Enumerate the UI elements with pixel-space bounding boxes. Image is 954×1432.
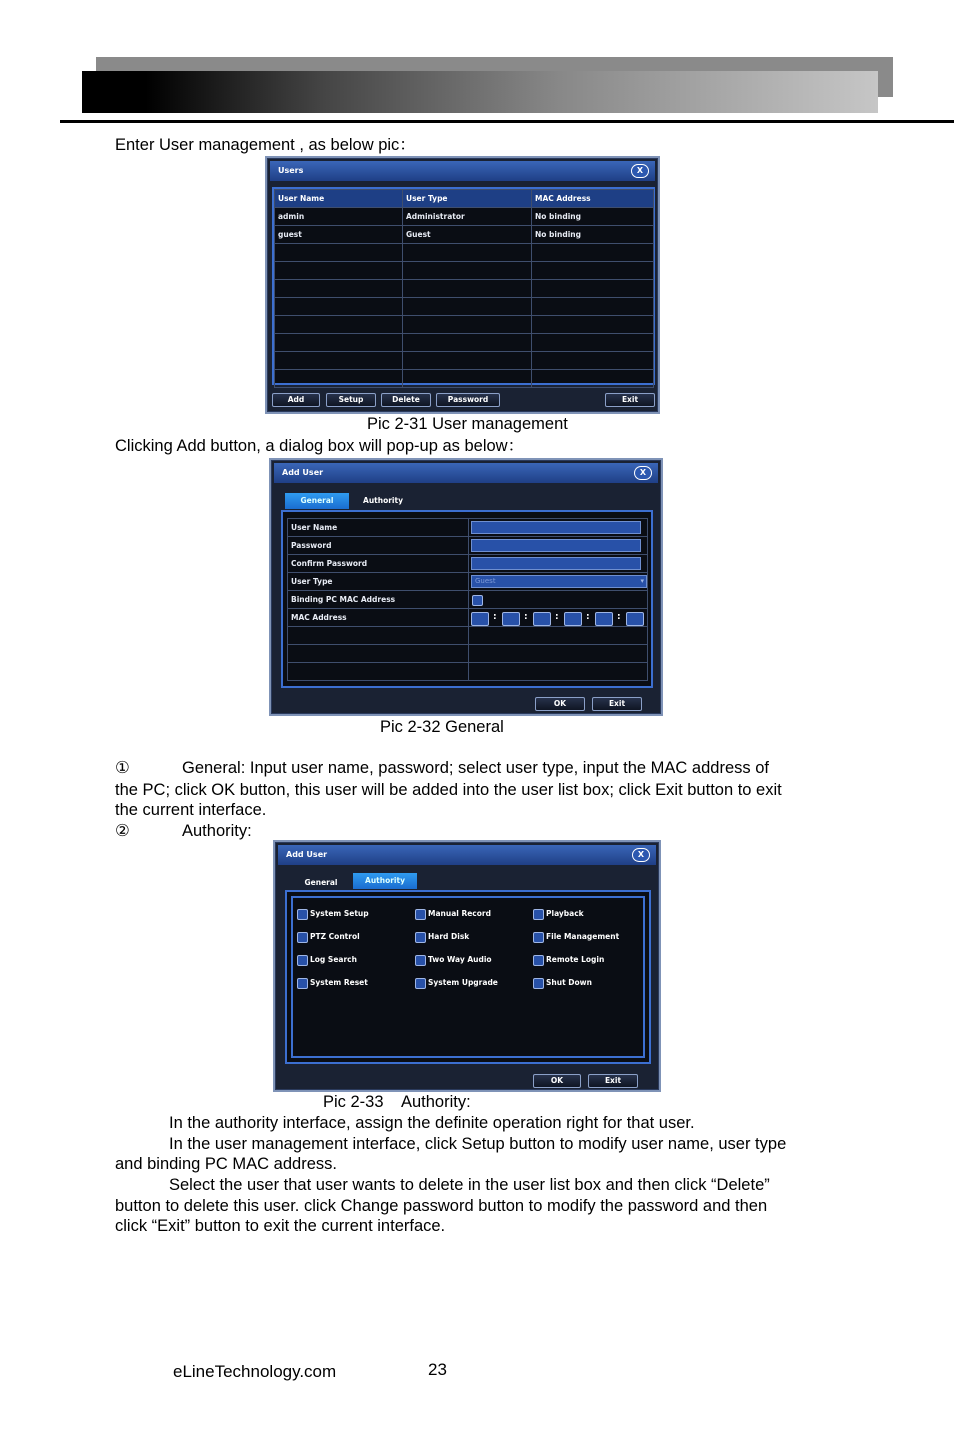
permission-checkbox[interactable] <box>297 955 308 966</box>
empty-cell <box>403 370 532 388</box>
mac-octet-input[interactable] <box>626 612 644 626</box>
mac-address-cell: No binding <box>532 208 654 226</box>
mac-address-label: MAC Address <box>288 609 469 627</box>
form-row <box>288 663 648 681</box>
empty-cell <box>275 262 403 280</box>
user-type-cell: Administrator <box>403 208 532 226</box>
users-titlebar <box>270 161 655 181</box>
mac-separator: : <box>493 612 497 622</box>
empty-cell <box>275 298 403 316</box>
column-header: User Name <box>275 190 403 208</box>
permission-label: System Reset <box>310 978 368 987</box>
form-row <box>288 591 648 609</box>
empty-cell <box>275 280 403 298</box>
column-header: MAC Address <box>532 190 654 208</box>
paragraph-setup-line1: In the user management interface, click Setup button to modify user name, user type <box>169 1135 787 1153</box>
table-row[interactable] <box>275 262 654 280</box>
permission-system-upgrade[interactable] <box>415 977 498 989</box>
permission-system-setup[interactable] <box>297 908 369 920</box>
exit-button[interactable]: Exit <box>605 393 655 407</box>
permission-label: System Setup <box>310 909 369 918</box>
header-band-gradient <box>82 71 878 113</box>
delete-button[interactable]: Delete <box>381 393 431 407</box>
user-name-label: User Name <box>288 519 469 537</box>
users-table-header <box>275 190 654 208</box>
tab-general[interactable]: General <box>285 493 349 509</box>
item1-marker: ① <box>115 759 130 777</box>
permission-checkbox[interactable] <box>297 909 308 920</box>
exit-button[interactable]: Exit <box>588 1074 638 1088</box>
exit-button[interactable]: Exit <box>592 697 642 711</box>
table-row[interactable] <box>275 280 654 298</box>
permission-system-reset[interactable] <box>297 977 368 989</box>
table-row[interactable] <box>275 370 654 388</box>
user-name-input[interactable] <box>471 521 641 534</box>
table-row[interactable] <box>275 316 654 334</box>
password-label: Password <box>288 537 469 555</box>
caption-pic-2-32: Pic 2-32 General <box>380 718 504 736</box>
users-table <box>274 189 654 388</box>
add-intro-text: Clicking Add button, a dialog box will pop-up as below： <box>115 437 525 455</box>
empty-cell <box>403 334 532 352</box>
permission-checkbox[interactable] <box>533 909 544 920</box>
form-row <box>288 645 648 663</box>
confirm-password-label: Confirm Password <box>288 555 469 573</box>
empty-cell <box>532 352 654 370</box>
empty-cell <box>288 645 469 663</box>
users-dialog-title: Users <box>278 166 304 175</box>
header-rule <box>60 120 954 123</box>
paragraph-delete-line3: click “Exit” button to exit the current interface. <box>115 1217 446 1235</box>
mac-octet-input[interactable] <box>564 612 582 626</box>
column-header: User Type <box>403 190 532 208</box>
permission-checkbox[interactable] <box>297 932 308 943</box>
user-type-label: User Type <box>288 573 469 591</box>
page-number: 23 <box>428 1360 447 1379</box>
caption-pic-2-33: Pic 2-33 Authority: <box>323 1093 471 1111</box>
permission-remote-login[interactable] <box>533 954 604 966</box>
empty-cell <box>403 298 532 316</box>
empty-cell <box>403 280 532 298</box>
close-icon[interactable]: X <box>632 848 650 862</box>
caption-pic-2-31: Pic 2-31 User management <box>367 415 568 433</box>
form-row <box>288 627 648 645</box>
table-row[interactable] <box>275 208 654 226</box>
permission-label: Shut Down <box>546 978 592 987</box>
permission-label: Manual Record <box>428 909 491 918</box>
empty-cell <box>532 298 654 316</box>
permission-label: File Management <box>546 932 620 941</box>
permission-checkbox[interactable] <box>533 932 544 943</box>
user-type-cell: Guest <box>403 226 532 244</box>
user-type-select[interactable] <box>471 575 647 588</box>
confirm-password-input[interactable] <box>471 557 641 570</box>
table-row[interactable] <box>275 334 654 352</box>
paragraph-setup-line2: and binding PC MAC address. <box>115 1155 337 1173</box>
empty-cell <box>403 352 532 370</box>
item1-line1: General: Input user name, password; select user type, input the MAC address of <box>182 759 769 777</box>
add-user-title: Add User <box>282 468 324 477</box>
add-user-general-dialog <box>269 458 663 716</box>
authority-panel <box>285 890 651 1064</box>
permission-label: Remote Login <box>546 955 605 964</box>
mac-octet-input[interactable] <box>502 612 520 626</box>
table-row[interactable] <box>275 244 654 262</box>
empty-cell <box>275 316 403 334</box>
permission-shut-down[interactable] <box>533 977 592 989</box>
item1-line3: the current interface. <box>115 801 267 819</box>
empty-cell <box>275 334 403 352</box>
permission-log-search[interactable] <box>297 954 357 966</box>
user-type-value: Guest <box>475 577 496 585</box>
empty-cell <box>288 663 469 681</box>
empty-cell <box>469 645 648 663</box>
ok-button[interactable]: OK <box>535 697 585 711</box>
empty-cell <box>532 316 654 334</box>
item2-marker: ② <box>115 822 130 840</box>
paragraph-delete-line2: button to delete this user. click Change password button to modify the password and then <box>115 1197 768 1215</box>
users-dialog <box>265 156 660 414</box>
permission-two-way-audio[interactable] <box>415 954 492 966</box>
mac-separator: : <box>555 612 559 622</box>
permission-checkbox[interactable] <box>297 978 308 989</box>
item1-line2: the PC; click OK button, this user will be added into the user list box; click Exit button to exit <box>115 781 782 799</box>
empty-cell <box>403 244 532 262</box>
permission-checkbox[interactable] <box>415 932 426 943</box>
close-icon[interactable]: X <box>631 164 649 178</box>
form-row <box>288 609 648 627</box>
empty-cell <box>532 244 654 262</box>
permission-label: Two Way Audio <box>428 955 492 964</box>
paragraph-delete-line1: Select the user that user wants to delete in the user list box and then click “Delete” <box>169 1176 770 1194</box>
empty-cell <box>532 334 654 352</box>
mac-separator: : <box>586 612 590 622</box>
empty-cell <box>532 280 654 298</box>
mac-octet-input[interactable] <box>533 612 551 626</box>
empty-cell <box>469 627 648 645</box>
binding-label: Binding PC MAC Address <box>288 591 469 609</box>
add-user-authority-dialog <box>273 840 661 1092</box>
general-panel <box>281 510 653 688</box>
mac-address-cell: No binding <box>532 226 654 244</box>
footer-site: eLineTechnology.com <box>173 1362 337 1381</box>
permission-checkbox[interactable] <box>533 978 544 989</box>
mac-separator: : <box>617 612 621 622</box>
permission-manual-record[interactable] <box>415 908 491 920</box>
empty-cell <box>275 370 403 388</box>
paragraph-authority: In the authority interface, assign the definite operation right for that user. <box>169 1114 695 1132</box>
permission-ptz-control[interactable] <box>297 931 360 943</box>
permission-label: System Upgrade <box>428 978 498 987</box>
permission-checkbox[interactable] <box>533 955 544 966</box>
item2-text: Authority: <box>182 822 252 840</box>
empty-cell <box>288 627 469 645</box>
intro-text: Enter User management , as below pic： <box>115 136 416 154</box>
chevron-down-icon: ▾ <box>640 577 644 585</box>
add-user-titlebar <box>278 845 656 865</box>
empty-cell <box>532 262 654 280</box>
table-row[interactable] <box>275 298 654 316</box>
add-user-title: Add User <box>286 850 328 859</box>
permission-label: PTZ Control <box>310 932 360 941</box>
permission-label: Playback <box>546 909 584 918</box>
empty-cell <box>532 370 654 388</box>
table-row[interactable] <box>275 226 654 244</box>
close-icon[interactable]: X <box>634 466 652 480</box>
password-input[interactable] <box>471 539 641 552</box>
permission-playback[interactable] <box>533 908 584 920</box>
mac-separator: : <box>524 612 528 622</box>
add-button[interactable]: Add <box>272 393 320 407</box>
tab-authority[interactable]: Authority <box>353 873 417 889</box>
permission-checkbox[interactable] <box>415 978 426 989</box>
permission-hard-disk[interactable] <box>415 931 469 943</box>
users-list <box>272 187 655 385</box>
setup-button[interactable]: Setup <box>326 393 376 407</box>
user-name-cell: guest <box>275 226 403 244</box>
table-row[interactable] <box>275 352 654 370</box>
ok-button[interactable]: OK <box>533 1074 581 1088</box>
empty-cell <box>403 262 532 280</box>
permission-label: Hard Disk <box>428 932 470 941</box>
empty-cell <box>469 663 648 681</box>
binding-checkbox[interactable] <box>472 595 483 606</box>
tab-general[interactable]: General <box>304 878 338 887</box>
mac-octet-input[interactable] <box>595 612 613 626</box>
permission-file-management[interactable] <box>533 931 619 943</box>
empty-cell <box>275 244 403 262</box>
empty-cell <box>275 352 403 370</box>
empty-cell <box>403 316 532 334</box>
permission-checkbox[interactable] <box>415 909 426 920</box>
mac-octet-input[interactable] <box>471 612 489 626</box>
field-cell <box>469 591 648 609</box>
user-name-cell: admin <box>275 208 403 226</box>
add-user-titlebar <box>274 463 658 483</box>
permission-checkbox[interactable] <box>415 955 426 966</box>
password-button[interactable]: Password <box>436 393 500 407</box>
tab-authority[interactable]: Authority <box>363 496 403 505</box>
permission-label: Log Search <box>310 955 357 964</box>
